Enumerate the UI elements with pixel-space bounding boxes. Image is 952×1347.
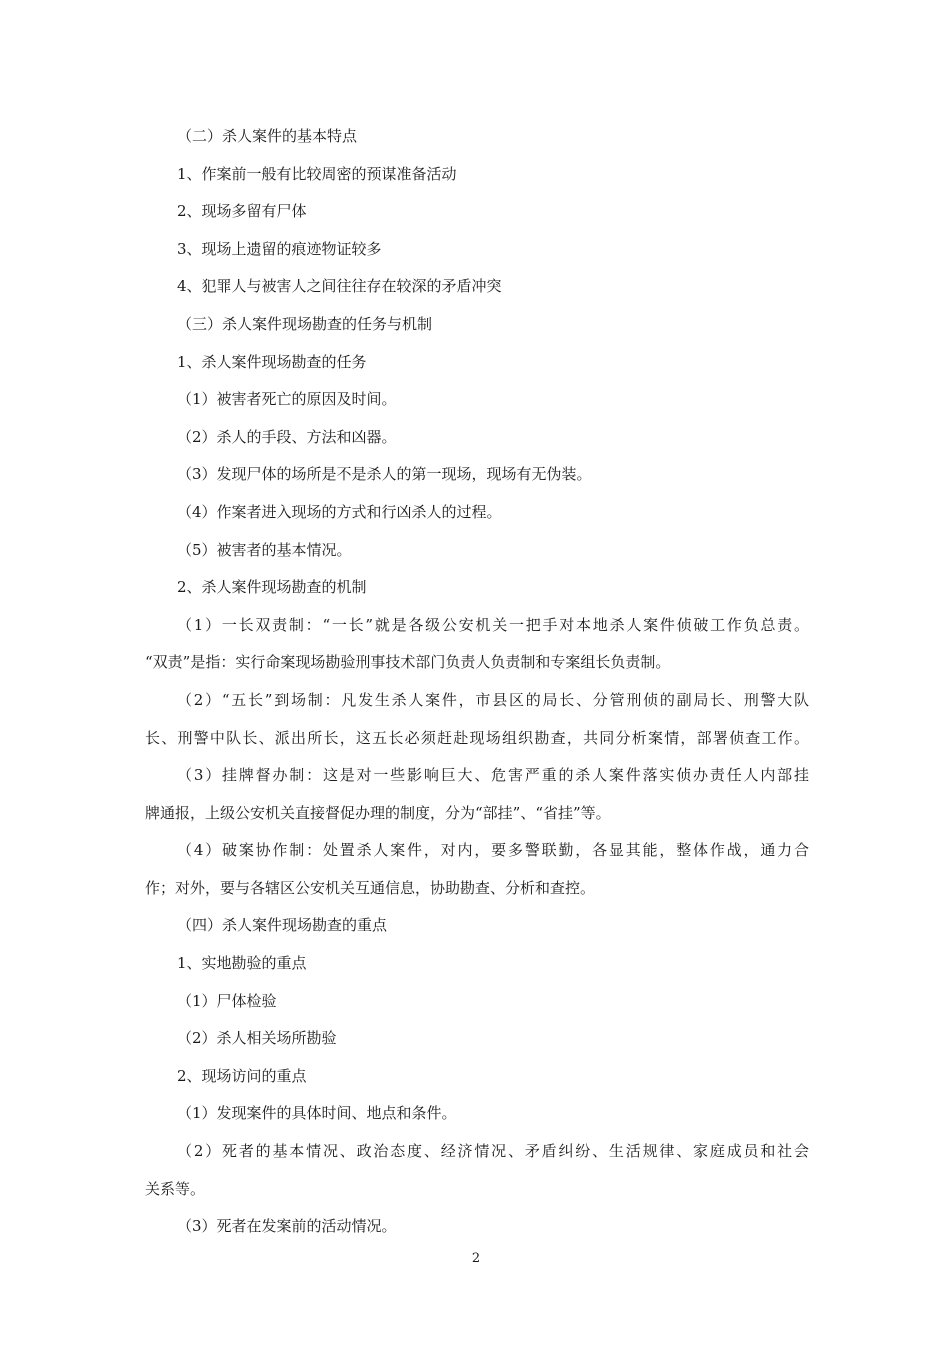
list-item: （2）杀人的手段、方法和凶器。: [177, 427, 397, 446]
subsection-heading: 2、现场访问的重点: [177, 1066, 307, 1085]
paragraph-line: 关系等。: [145, 1179, 206, 1198]
subsection-heading: 1、杀人案件现场勘查的任务: [177, 352, 367, 371]
subsection-heading: 1、实地勘验的重点: [177, 954, 307, 973]
paragraph-line: （4）破案协作制：处置杀人案件，对内，要多警联勤，各显其能，整体作战，通力合: [177, 841, 809, 860]
list-item: （1）被害者死亡的原因及时间。: [177, 390, 397, 409]
subsection-heading: 2、杀人案件现场勘查的机制: [177, 578, 367, 597]
paragraph-line: “双责”是指：实行命案现场勘验刑事技术部门负责人负责制和专案组长负责制。: [145, 653, 671, 672]
page-number: 2: [471, 1251, 481, 1266]
list-item: 3、现场上遗留的痕迹物证较多: [177, 239, 382, 258]
list-item: （5）被害者的基本情况。: [177, 540, 352, 559]
list-item: （4）作案者进入现场的方式和行凶杀人的过程。: [177, 502, 502, 521]
document-body: [145, 118, 809, 1246]
list-item: 1、作案前一般有比较周密的预谋准备活动: [177, 164, 457, 183]
list-item: （2）杀人相关场所勘验: [177, 1029, 337, 1048]
list-item: （1）尸体检验: [177, 991, 277, 1010]
paragraph-line: （3）挂牌督办制：这是对一些影响巨大、危害严重的杀人案件落实侦办责任人内部挂: [177, 766, 809, 785]
paragraph-line: 长、刑警中队长、派出所长，这五长必须赶赴现场组织勘查，共同分析案情，部署侦查工作。: [145, 728, 809, 747]
list-item: 4、犯罪人与被害人之间往往存在较深的矛盾冲突: [177, 277, 502, 296]
paragraph-line: 作；对外，要与各辖区公安机关互通信息，协助勘查、分析和查控。: [145, 878, 596, 897]
paragraph-line: （1）一长双责制：“一长”就是各级公安机关一把手对本地杀人案件侦破工作负总责。: [177, 615, 809, 634]
paragraph-line: 牌通报，上级公安机关直接督促办理的制度，分为“部挂”、“省挂”等。: [145, 803, 611, 822]
section-heading: （四）杀人案件现场勘查的重点: [177, 916, 388, 935]
list-item: 2、现场多留有尸体: [177, 202, 307, 221]
list-item: （3）发现尸体的场所是不是杀人的第一现场，现场有无伪装。: [177, 465, 592, 484]
list-item: （1）发现案件的具体时间、地点和条件。: [177, 1104, 457, 1123]
paragraph-line: （2）死者的基本情况、政治态度、经济情况、矛盾纠纷、生活规律、家庭成员和社会: [177, 1142, 809, 1161]
section-heading: （三）杀人案件现场勘查的任务与机制: [177, 314, 433, 333]
paragraph-line: （2）“五长”到场制：凡发生杀人案件，市县区的局长、分管刑侦的副局长、刑警大队: [177, 690, 809, 709]
list-item: （3）死者在发案前的活动情况。: [177, 1217, 397, 1236]
section-heading: （二）杀人案件的基本特点: [177, 127, 358, 145]
